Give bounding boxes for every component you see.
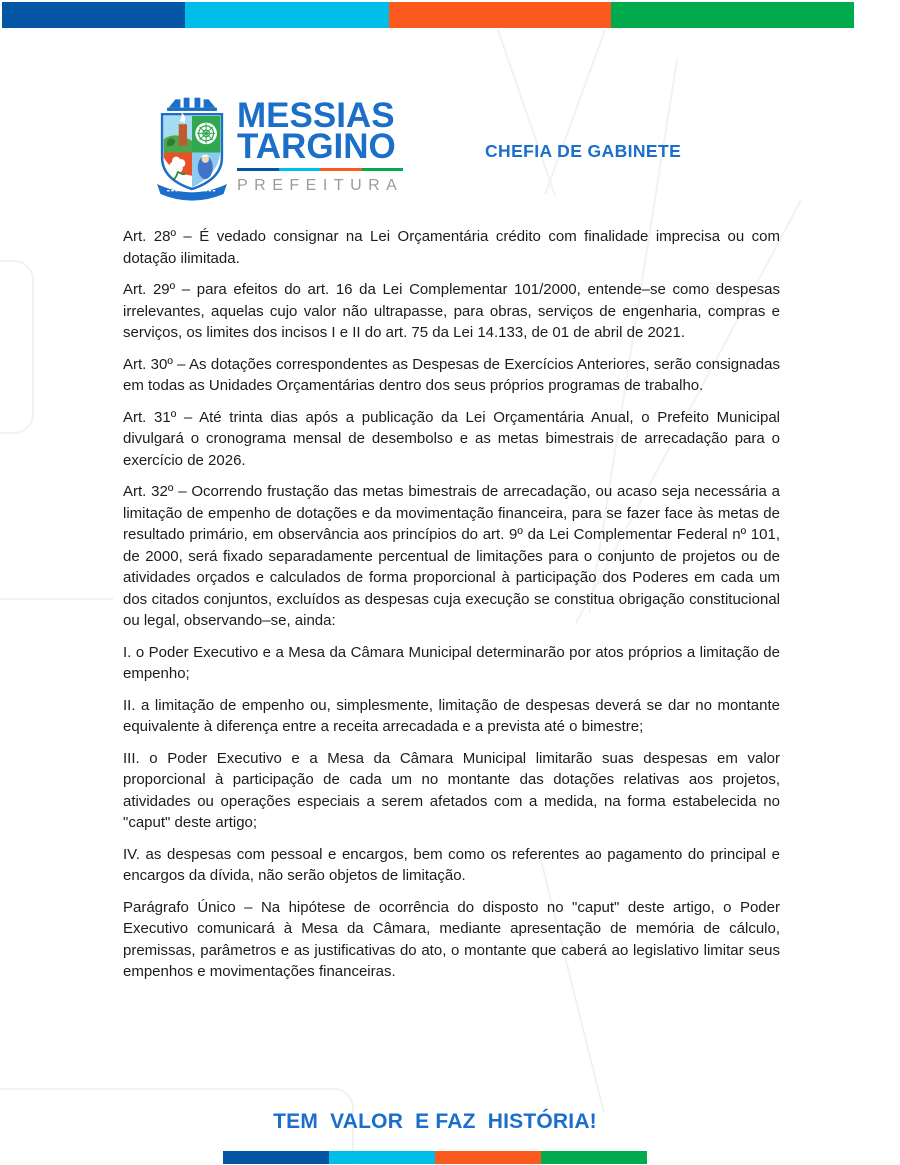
top-bar-segment-cyan (185, 2, 389, 28)
paragraph-art-31: Art. 31º – Até trinta dias após a publicação da Lei Orçamentária Anual, o Prefeito Municipal divulgará o cronograma mensal de desembolso e as metas bimestrais de arrecadação para o exercício de 2026. (123, 408, 780, 469)
paragraph-item-iii: III. o Poder Executivo e a Mesa da Câmara Municipal limitarão suas despesas em valor proporcional à participação de cada um no montante das dotações relativas aos projetos, atividades ou operações especiais a serem afetados com a medida, na forma estabelecida no "caput" deste artigo; (123, 749, 780, 831)
footer-bar-segment-green (541, 1151, 647, 1164)
slogan-part-valor: VALOR (330, 1110, 410, 1133)
footer-bar-segment-cyan (329, 1151, 435, 1164)
paragraph-item-ii: II. a limitação de empenho ou, simplesmente, limitação de despesas deverá se dar no montante equivalente à diferença entre a receita arrecadada e a prevista até o bimestre; (123, 696, 780, 735)
paragraph-art-28: Art. 28º – É vedado consignar na Lei Orçamentária crédito com finalidade imprecisa ou com dotação ilimitada. (123, 228, 780, 267)
top-bar-segment-green (611, 2, 854, 28)
top-color-bar (2, 2, 854, 28)
paragraph-paragrafo-unico: Parágrafo Único – Na hipótese de ocorrência do disposto no "caput" deste artigo, o Poder Executivo comunicará à Mesa da Câmara, mediante apresentação de memória de cálculo, premissas, parâmetros e as justificativas do ato, o montante que caberá ao legislativo limitar seus empenhos e movimentações financeiras. (123, 898, 780, 980)
paragraph-item-i: I. o Poder Executivo e a Mesa da Câmara Municipal determinarão por atos próprios a limitação de empenho; (123, 643, 780, 682)
footer-color-bar (223, 1151, 647, 1164)
slogan-part-historia: HISTÓRIA! (487, 1110, 597, 1133)
city-name-line1: MESSIAS (237, 96, 395, 135)
paragraph-item-iv: IV. as despesas com pessoal e encargos, bem como os referentes ao pagamento do principal e encargos da dívida, não serão objetos de limitação. (123, 845, 780, 884)
footer-bar-segment-orange (435, 1151, 541, 1164)
top-bar-segment-blue (2, 2, 185, 28)
city-name-line2: TARGINO (237, 127, 396, 166)
footer-bar-segment-blue (223, 1151, 329, 1164)
paragraph-art-29: Art. 29º – para efeitos do art. 16 da Lei Complementar 101/2000, entende–se como despesas irrelevantes, aquelas cujo valor não ultrapasse, para obras, serviços de engenharia, compras e serviços, os limites dos incisos I e II do art. 75 da Lei 14.133, de 01 de abril de 2021. (123, 281, 780, 341)
city-wordmark (237, 96, 417, 195)
municipal-crest-icon (150, 96, 234, 204)
wordmark-color-rule (237, 168, 403, 171)
slogan-part-efaz: E FAZ (415, 1110, 482, 1133)
paragraph-art-30: Art. 30º – As dotações correspondentes as Despesas de Exercícios Anteriores, serão consignadas em todas as Unidades Orçamentárias dentro dos seus próprios programas de trabalho. (123, 355, 780, 394)
document-body (123, 226, 780, 993)
department-title: CHEFIA DE GABINETE (485, 141, 682, 161)
wordmark-subtitle: PREFEITURA (237, 177, 404, 194)
top-bar-segment-orange (389, 2, 611, 28)
slogan-part-tem: TEM (273, 1110, 325, 1133)
paragraph-art-32: Art. 32º – Ocorrendo frustação das metas bimestrais de arrecadação, ou acaso seja necessária a limitação de empenho de dotações e da movimentação financeira, para se fazer face às metas de resultado primário, em observância aos princípios do art. 9º da Lei Complementar Federal nº 101, de 2000, será fixado separadamente percentual de limitações para o conjunto de projetos ou de atividades orçados e calculados de forma proporcional à participação dos Poderes em cada um dos citados conjuntos, excluídos as despesas cuja execução se constitua obrigação constitucional ou legal, observando–se, ainda: (123, 483, 780, 629)
letterhead (0, 90, 900, 210)
footer-slogan (150, 1110, 720, 1134)
